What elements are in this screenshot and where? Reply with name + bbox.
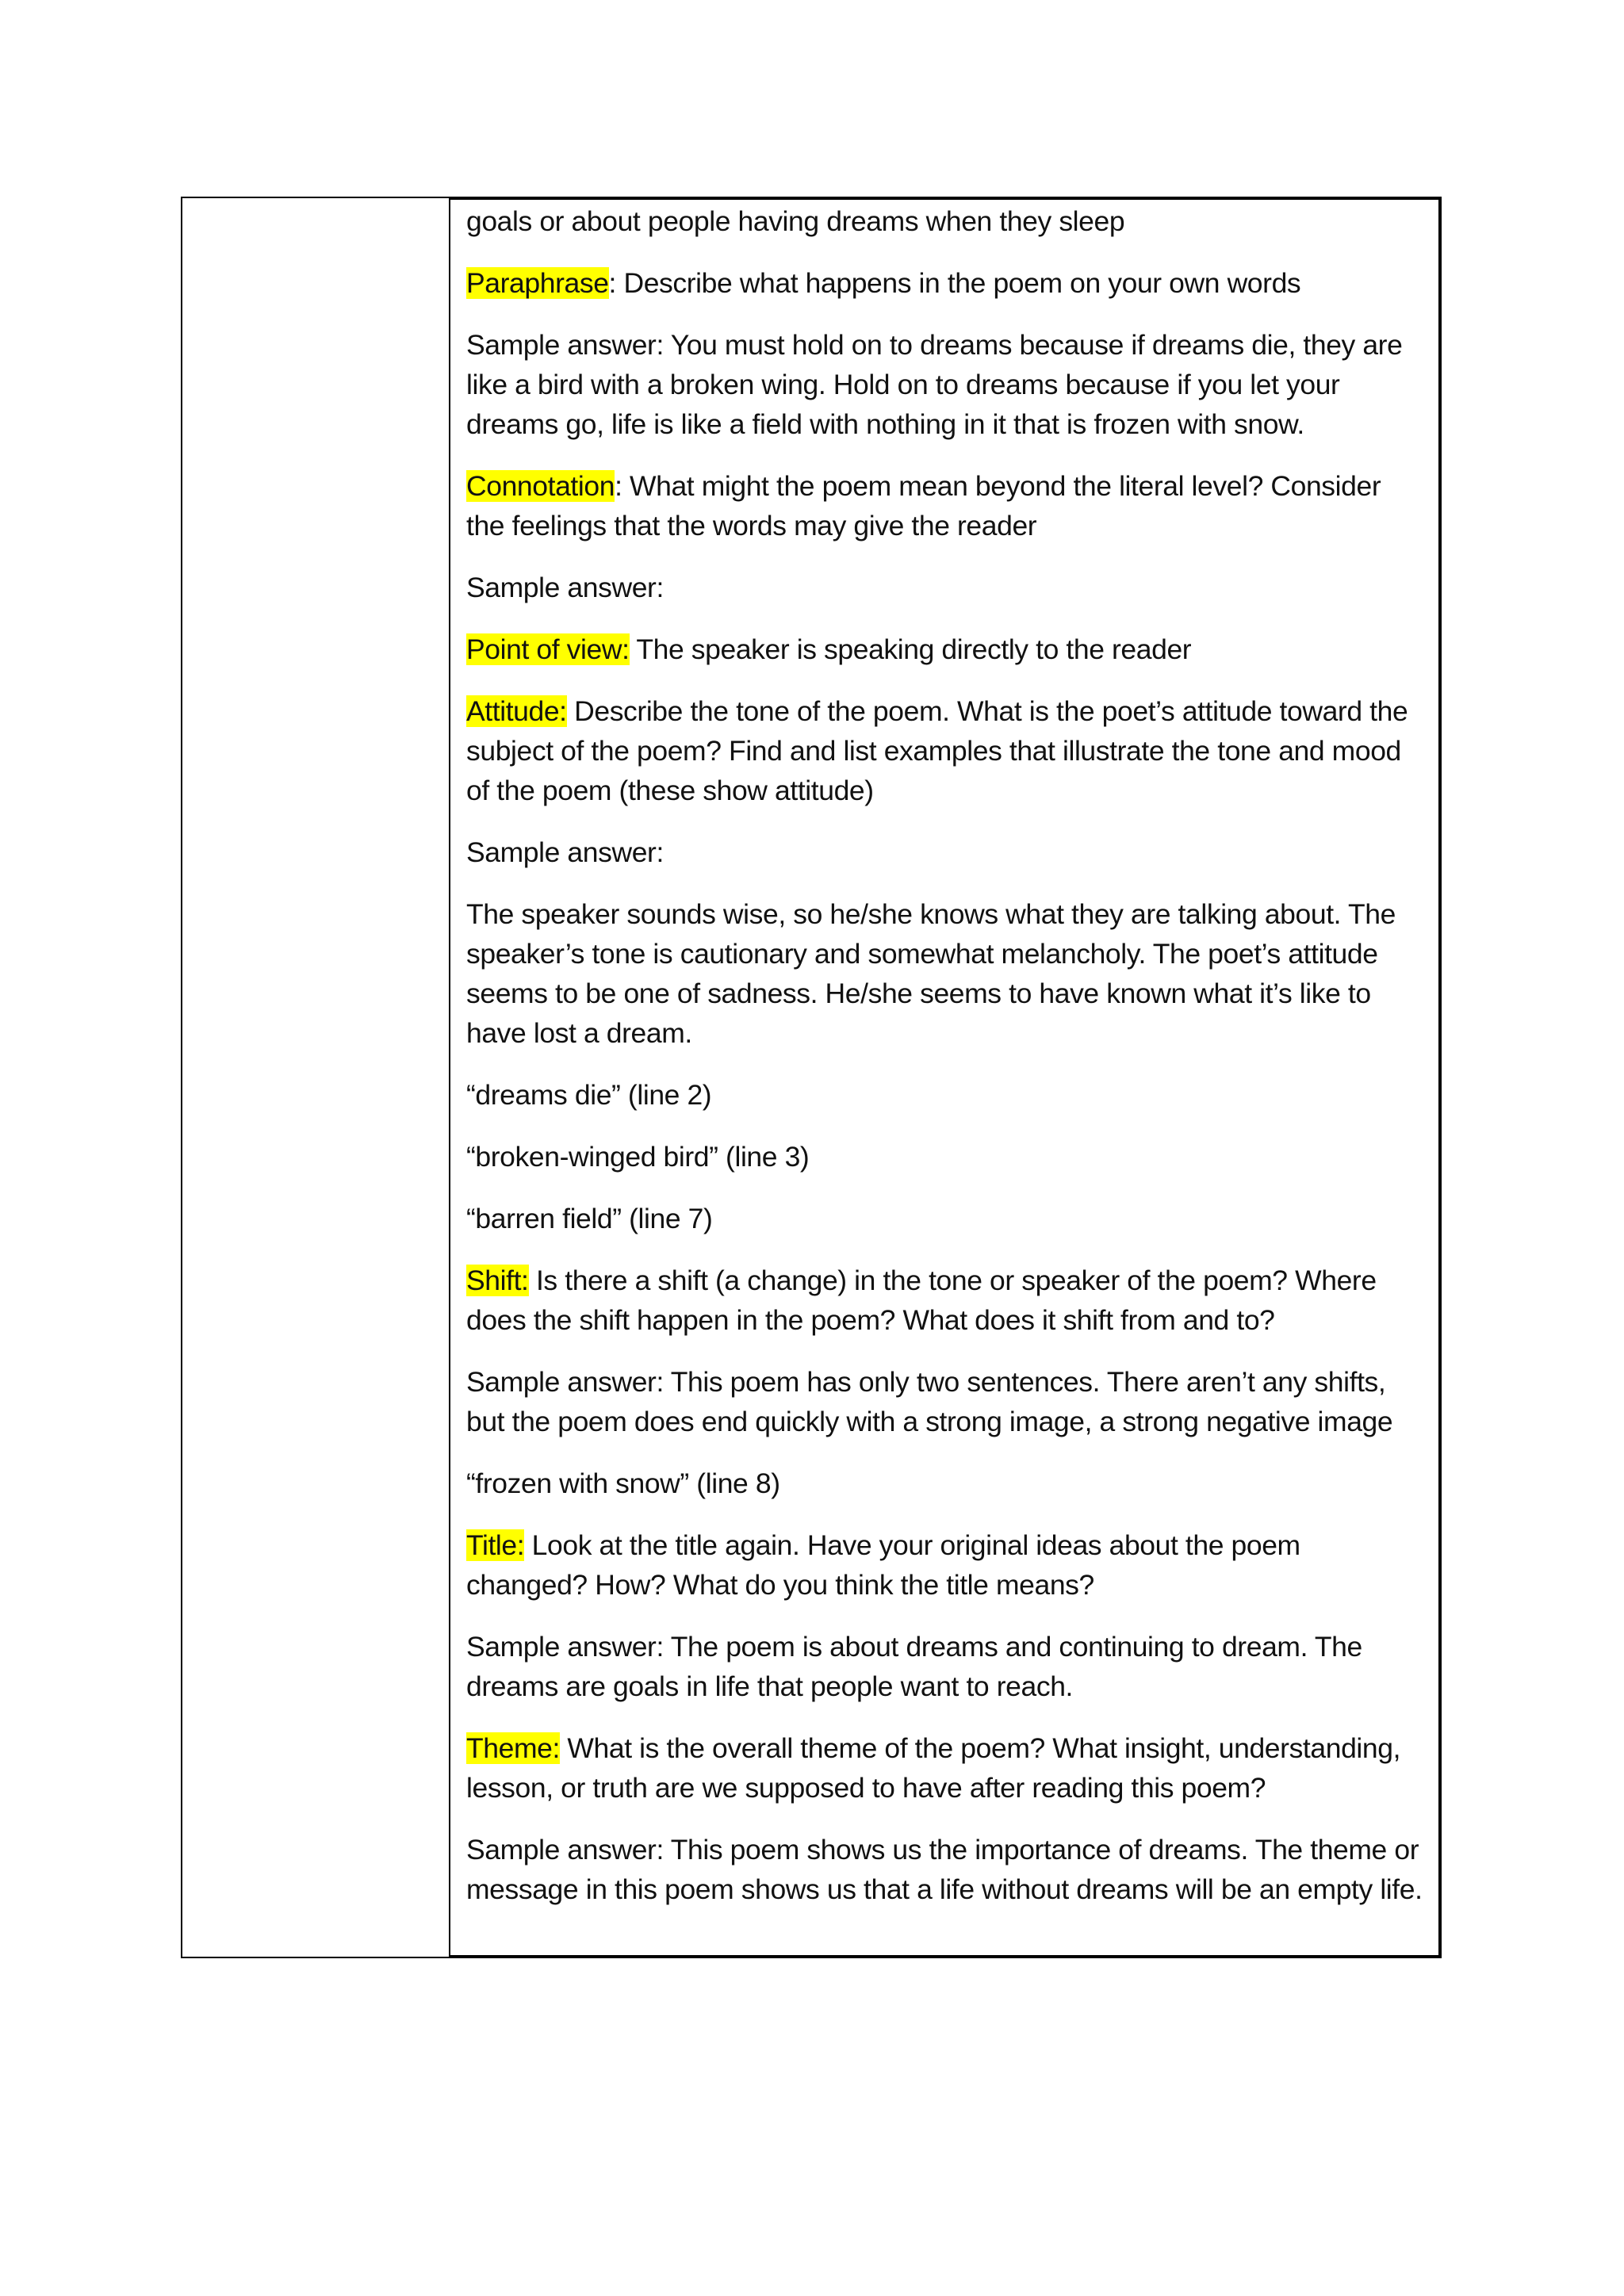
paragraph-text: : What might the poem mean beyond the literal level? Consider the feelings that the words may give the reader (466, 470, 1381, 541)
highlighted-label: Theme: (466, 1732, 560, 1764)
paragraph-paraphrase (466, 263, 1426, 303)
worksheet-table (181, 197, 1442, 1958)
paragraph-text: Sample answer: The poem is about dreams and continuing to dream. The dreams are goals in life that people want to reach. (466, 1631, 1362, 1702)
highlighted-label: Connotation (466, 470, 615, 502)
quote-dreams-die (466, 1075, 1426, 1115)
cell-content (466, 201, 1426, 1909)
paragraph-text: Sample answer: This poem has only two sentences. There aren’t any shifts, but the poem does end quickly with a strong image, a strong negative image (466, 1366, 1393, 1437)
paragraph-text: “frozen with snow” (line 8) (466, 1468, 780, 1499)
highlighted-label: Attitude: (466, 695, 567, 727)
paragraph-text: The speaker sounds wise, so he/she knows what they are talking about. The speaker’s tone is cautionary and somewhat melancholy. The poet’s attitude seems to be one of sadness. He/she seems to have known what it’s like to have lost a dream. (466, 898, 1396, 1049)
paragraph-text: Sample answer: (466, 572, 664, 603)
paragraph-paraphrase-answer (466, 325, 1426, 444)
paragraph-text: What is the overall theme of the poem? What insight, understanding, lesson, or truth are we supposed to have after reading this poem? (466, 1732, 1401, 1804)
highlighted-label: Point of view: (466, 633, 630, 665)
paragraph-title (466, 1525, 1426, 1605)
paragraph-title-answer (466, 1627, 1426, 1706)
paragraph-attitude-answer (466, 894, 1426, 1053)
paragraph-text: Is there a shift (a change) in the tone or speaker of the poem? Where does the shift happen in the poem? What does it shift from and to? (466, 1265, 1377, 1336)
paragraph-connotation-answer (466, 568, 1426, 607)
paragraph-text: Sample answer: You must hold on to dreams because if dreams die, they are like a bird with a broken wing. Hold on to dreams because if you let your dreams go, life is like a field with nothing in it that is frozen with snow. (466, 329, 1403, 440)
paragraph-text: Look at the title again. Have your original ideas about the poem changed? How? What do you think the title means? (466, 1529, 1300, 1601)
paragraph-text: “broken-winged bird” (line 3) (466, 1141, 810, 1173)
paragraph-text: : Describe what happens in the poem on your own words (608, 267, 1301, 299)
paragraph-text: The speaker is speaking directly to the reader (629, 633, 1192, 665)
quote-broken-winged-bird (466, 1137, 1426, 1177)
paragraph-text: Describe the tone of the poem. What is the poet’s attitude toward the subject of the poem? Find and list examples that illustrate the tone and mood of the poem (these show attitude) (466, 695, 1408, 806)
paragraph-intro (466, 201, 1426, 241)
highlighted-label: Paraphrase (466, 267, 609, 299)
highlighted-label: Title: (466, 1529, 525, 1561)
paragraph-text: “dreams die” (line 2) (466, 1079, 712, 1111)
paragraph-theme-answer (466, 1830, 1426, 1909)
table-right-cell (450, 198, 1440, 1957)
quote-frozen-with-snow (466, 1464, 1426, 1503)
quote-barren-field (466, 1199, 1426, 1238)
paragraph-shift-answer (466, 1362, 1426, 1441)
paragraph-text: goals or about people having dreams when they sleep (466, 205, 1125, 237)
paragraph-text: Sample answer: (466, 836, 664, 868)
table-left-cell (182, 198, 450, 1957)
paragraph-text: “barren field” (line 7) (466, 1203, 713, 1234)
paragraph-connotation (466, 466, 1426, 545)
paragraph-text: Sample answer: This poem shows us the importance of dreams. The theme or message in this poem shows us that a life without dreams will be an empty life. (466, 1834, 1423, 1905)
paragraph-shift (466, 1261, 1426, 1340)
paragraph-theme (466, 1728, 1426, 1808)
paragraph-point-of-view (466, 629, 1426, 669)
highlighted-label: Shift: (466, 1265, 529, 1296)
paragraph-attitude (466, 691, 1426, 810)
paragraph-attitude-answer-label (466, 832, 1426, 872)
